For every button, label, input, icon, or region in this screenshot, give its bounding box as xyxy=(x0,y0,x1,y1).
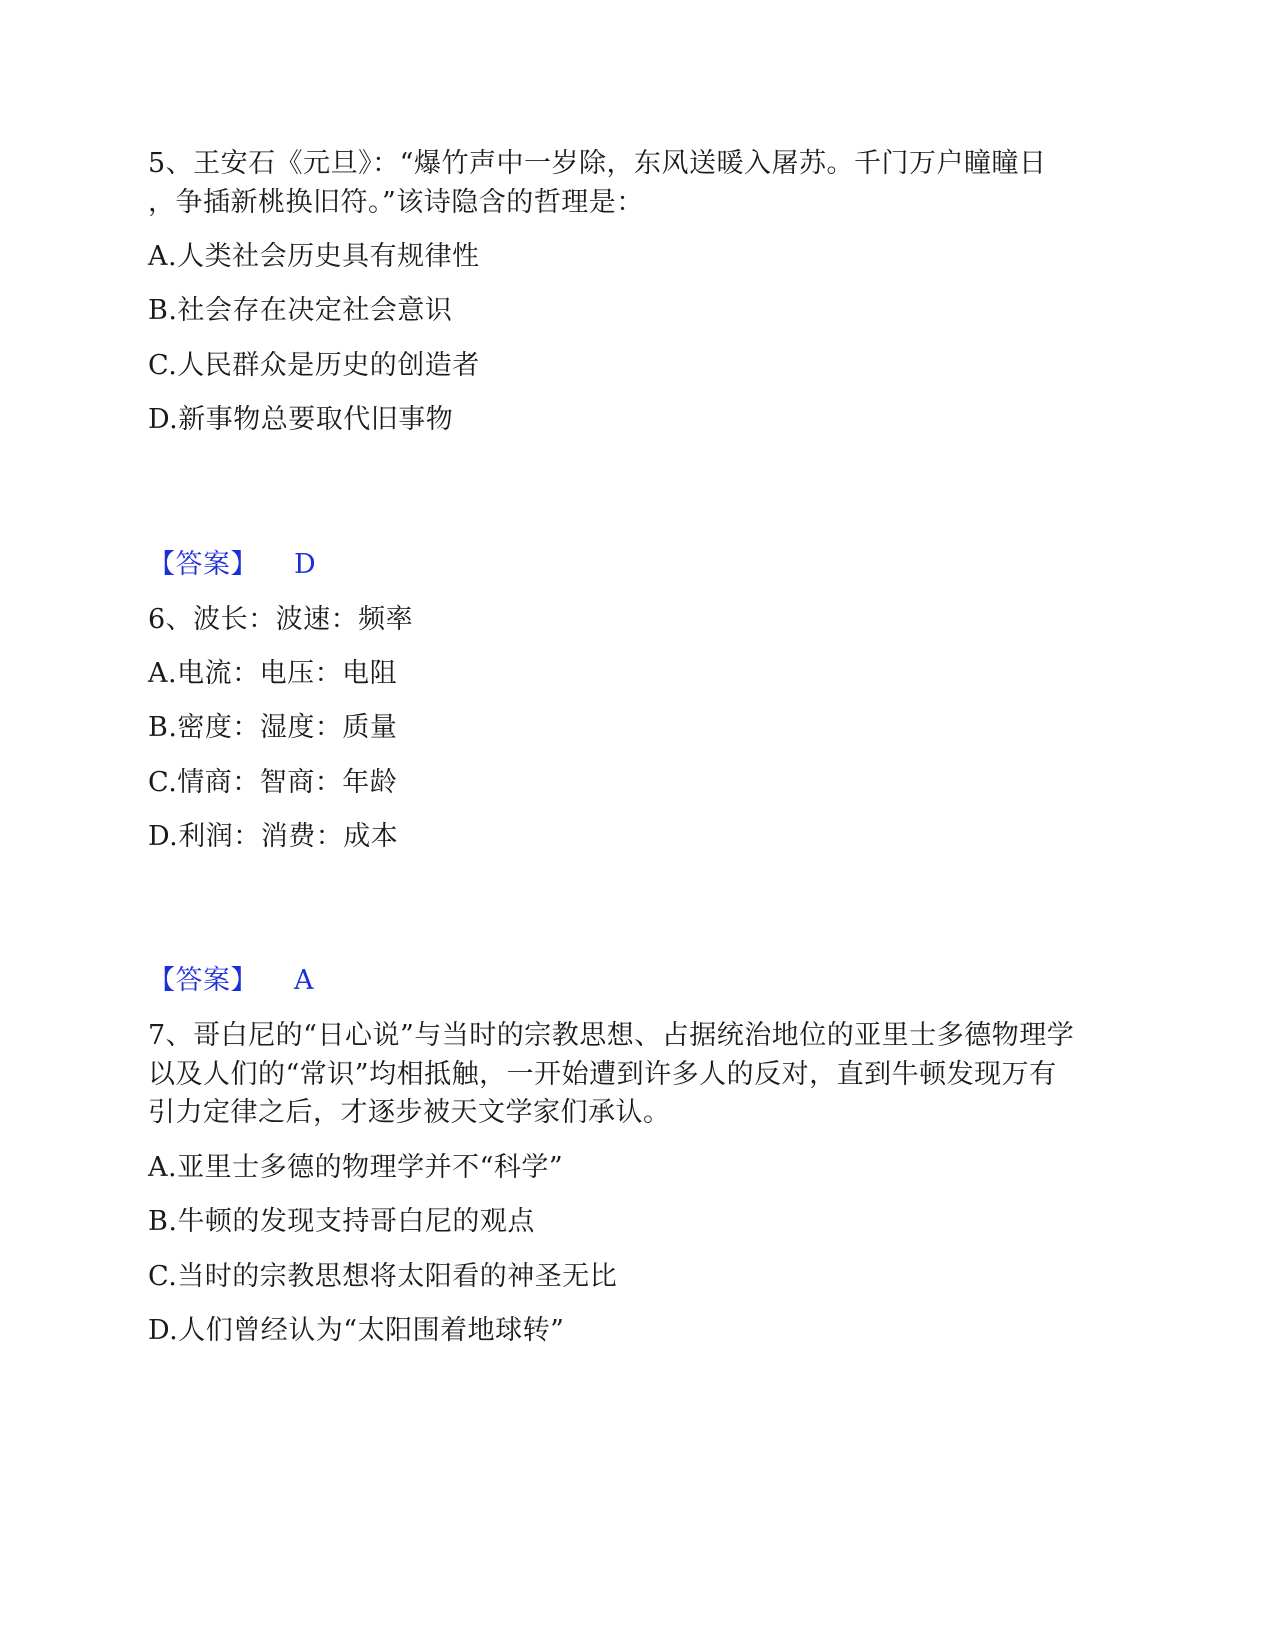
q6-answer-label: 【答案】 xyxy=(148,965,258,996)
q6-option-d: D.利润：消费：成本 xyxy=(148,821,399,852)
q7-option-a: A.亚里士多德的物理学并不“科学” xyxy=(148,1152,564,1183)
q7-option-d: D.人们曾经认为“太阳围着地球转” xyxy=(148,1315,565,1346)
q5-option-c: C.人民群众是历史的创造者 xyxy=(148,350,480,381)
q5-stem-line-2: ，争插新桃换旧符。”该诗隐含的哲理是： xyxy=(148,187,644,218)
q6-stem-line-1: 6、波长：波速：频率 xyxy=(148,604,414,635)
q7-stem-line-2: 以及人们的“常识”均相抵触，一开始遭到许多人的反对，直到牛顿发现万有 xyxy=(148,1059,1057,1090)
q7-stem-line-3: 引力定律之后，才逐步被天文学家们承认。 xyxy=(148,1097,671,1128)
q5-option-b: B.社会存在决定社会意识 xyxy=(148,295,453,326)
q5-stem-line-1: 5、王安石《元旦》：“爆竹声中一岁除，东风送暖入屠苏。千门万户瞳瞳日 xyxy=(148,148,1047,179)
q5-option-a: A.人类社会历史具有规律性 xyxy=(148,241,480,272)
q5-answer-label: 【答案】 xyxy=(148,549,258,580)
q6-option-a: A.电流：电压：电阻 xyxy=(148,658,398,689)
q5-answer xyxy=(148,548,317,582)
q6-answer-value: A xyxy=(294,965,314,996)
q6-option-c: C.情商：智商：年龄 xyxy=(148,767,398,798)
q7-stem-line-1: 7、哥白尼的“日心说”与当时的宗教思想、占据统治地位的亚里士多德物理学 xyxy=(148,1020,1075,1051)
q6-answer xyxy=(148,964,314,998)
q7-option-c: C.当时的宗教思想将太阳看的神圣无比 xyxy=(148,1261,618,1292)
q7-option-b: B.牛顿的发现支持哥白尼的观点 xyxy=(148,1206,535,1237)
q5-answer-value: D xyxy=(294,549,317,580)
q6-option-b: B.密度：湿度：质量 xyxy=(148,712,398,743)
q5-option-d: D.新事物总要取代旧事物 xyxy=(148,404,454,435)
